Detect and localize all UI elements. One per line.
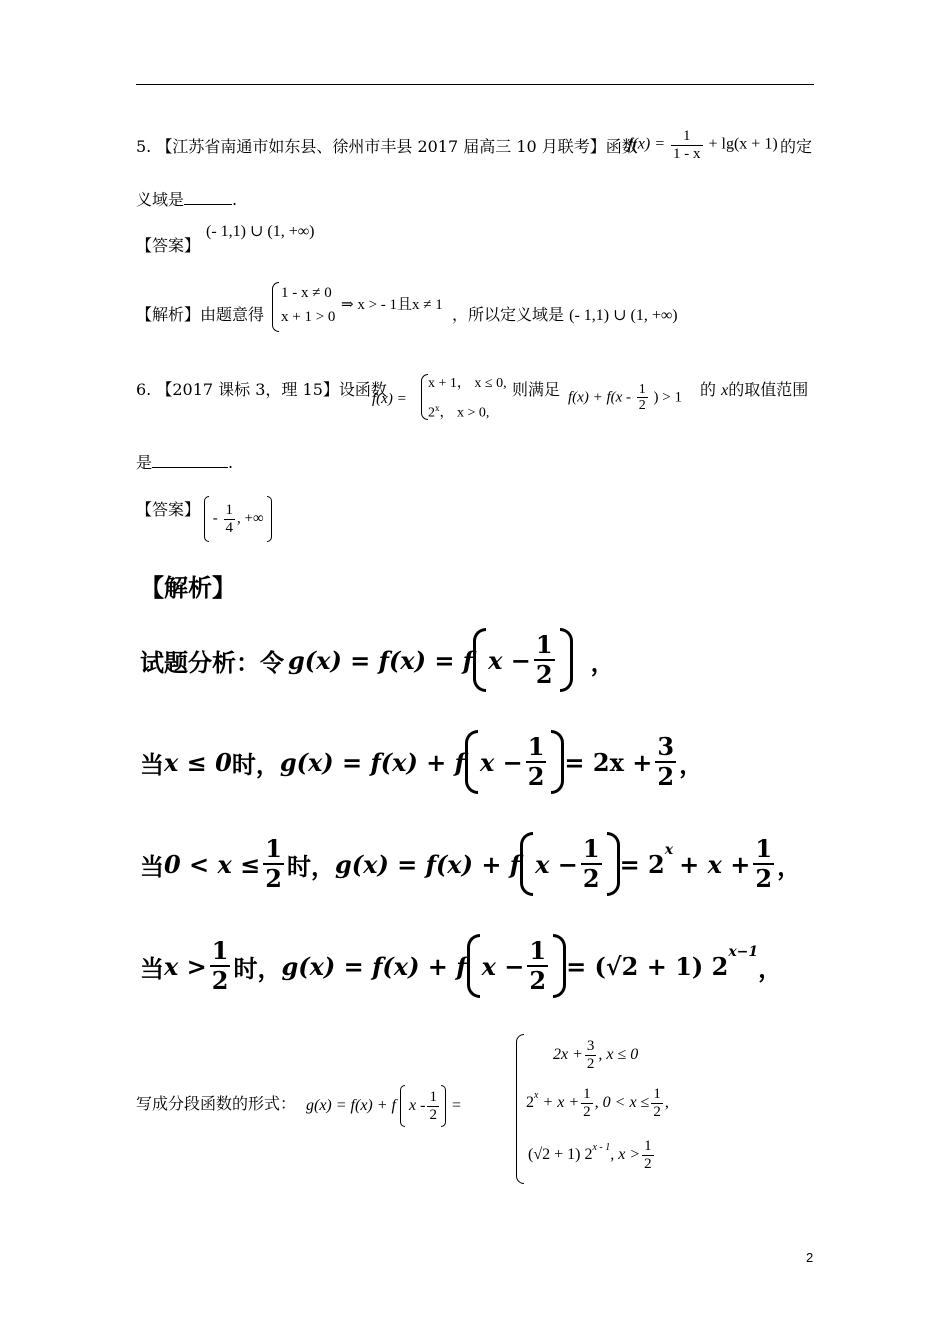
piece-row1: [553, 1038, 638, 1072]
solution-line1: [140, 628, 615, 692]
q6-source: 【2017 课标 3，理 15】: [156, 380, 339, 399]
piece-row3: [528, 1138, 656, 1172]
q6-case2-exp: x: [435, 403, 440, 413]
sol-line4-pre: 当: [140, 954, 164, 983]
sol-line3-rparen: [607, 832, 620, 896]
q6-answer-frac: [224, 502, 236, 536]
q5-frac-num: 1: [671, 128, 703, 146]
q6-number: 6.: [136, 380, 152, 399]
sol-line1-den: 2: [535, 660, 553, 689]
q6-answer-post: , +∞: [237, 510, 264, 527]
piece-inner: x -: [409, 1097, 426, 1114]
piece1-b: , x ≤ 0: [598, 1046, 639, 1063]
sol-line3-rhs-base: = 2: [619, 849, 665, 879]
page-number: 2: [806, 1250, 814, 1265]
sol-line4-rhs: = (√2 + 1) 2: [566, 951, 729, 981]
sol-line4-lparen: [467, 934, 480, 998]
q5-conclusion-val: (- 1,1) ∪ (1, +∞): [569, 307, 678, 324]
sol-line2-pre: 当: [140, 750, 164, 779]
q6-answer-pre: -: [212, 510, 218, 527]
piece-eq: =: [451, 1097, 461, 1114]
q6-ineq-den: 2: [638, 398, 646, 414]
q6-answer: [204, 496, 272, 542]
piece3-a: (√2 + 1) 2: [528, 1146, 593, 1163]
sol-line3-rhs-frac: [753, 835, 774, 892]
sol-line3-cond: 0 < x ≤: [164, 849, 261, 879]
sol-line1-text: 试题分析：令: [140, 648, 284, 677]
sol-line3-half-num: 1: [582, 834, 600, 864]
sol-line2-end: ，: [679, 750, 704, 779]
sol-line2-math: g(x) = f(x) + f: [279, 747, 465, 777]
piece1-num: 3: [586, 1038, 595, 1054]
piece2-num-a: 1: [583, 1086, 591, 1102]
sol-line1-rparen: [560, 628, 573, 692]
q6-answer-lparen: [204, 496, 209, 542]
sol-line1-end: ，: [590, 648, 615, 677]
q5-fraction: [671, 128, 703, 162]
q6-case2-base: 2: [428, 405, 435, 421]
q6-answer-label: 【答案】: [136, 500, 201, 519]
piece-lhs: g(x) = f(x) + f: [306, 1097, 396, 1114]
sol-line1-num: 1: [535, 630, 553, 660]
sol-line3-inner: x −: [535, 849, 578, 879]
q6-text-tail: [700, 380, 808, 401]
sol-line3-rhs-exp: x: [664, 842, 674, 858]
sol-line4-end: ，: [758, 954, 783, 983]
sol-line4-when: 时，: [233, 954, 282, 983]
q6-ineq-a: f(x) + f(x -: [568, 389, 632, 406]
sol-line3-cond-num: 1: [265, 834, 282, 864]
piece2-frac-a: [581, 1086, 593, 1120]
solution-line2: [140, 730, 703, 794]
solution-line3: [140, 832, 801, 896]
piece-row2: [526, 1086, 669, 1120]
header-rule: [136, 84, 814, 85]
q5-answer: (- 1,1) ∪ (1, +∞): [206, 223, 315, 240]
q5-line2: [136, 190, 237, 210]
sol-line2-rhs: = 2x +: [564, 747, 653, 777]
sol-line2-inner: x −: [479, 747, 523, 777]
piece3-den: 2: [644, 1155, 652, 1172]
sol-line4-inner: x −: [481, 951, 525, 981]
q6-case2-tail: ， x > 0,: [439, 405, 490, 421]
piece3-num: 1: [644, 1138, 652, 1154]
sol-line4-half-num: 1: [529, 936, 547, 966]
piece1-a: 2x +: [553, 1046, 583, 1063]
q6-answer-blank: [152, 467, 228, 468]
q6-ineq-num: 1: [638, 382, 646, 397]
piece-lhs-den: 2: [429, 1106, 437, 1123]
sol-line1-frac: [534, 631, 555, 688]
q5-function: [628, 128, 778, 162]
q5-func-lhs: f(x) =: [628, 135, 665, 153]
piece3-exp: x - 1: [592, 1142, 611, 1153]
sol-line4-cond-frac: [210, 937, 231, 994]
sol-line3-lparen: [520, 832, 533, 896]
q5-text-a: 函数: [605, 137, 638, 156]
sol-line4-cond-den: 2: [211, 966, 229, 995]
q5-sys-line2: x + 1 > 0: [281, 309, 336, 325]
sol-line3-end: ，: [777, 852, 802, 881]
piece1-den: 2: [586, 1055, 595, 1072]
sol-line2-frac: [526, 733, 547, 790]
q5-func-tail: + lg(x + 1): [708, 135, 778, 153]
sol-line2-rhs-frac: [655, 733, 676, 790]
sol-line3-when: 时，: [287, 852, 335, 881]
sol-line2-when: 时，: [231, 750, 280, 779]
q6-answer-rparen: [267, 496, 272, 542]
piece-lhs-num: 1: [429, 1089, 437, 1105]
sol-line3-math: g(x) = f(x) + f: [335, 849, 521, 879]
solution-line4: [140, 934, 782, 998]
q5-sys-line1: 1 - x ≠ 0: [281, 285, 332, 301]
q6-line2: [136, 453, 233, 473]
piece-rparen: [441, 1085, 446, 1127]
q6-func-lhs: f(x) =: [372, 391, 407, 407]
q5-conclusion-text: ，所以定义域是: [452, 305, 565, 324]
piece2-den-a: 2: [583, 1103, 591, 1120]
piece2-base: 2: [526, 1094, 534, 1111]
piece-label: 写成分段函数的形式：: [136, 1094, 297, 1113]
sol-line3-cond-frac: [263, 835, 284, 892]
q6-case2: [428, 398, 489, 424]
q6-text-b: 则满足: [512, 380, 561, 399]
q6-ineq-frac: [637, 382, 648, 414]
sol-line4-rparen: [553, 934, 566, 998]
sol-line4-half-den: 2: [529, 966, 547, 995]
sol-line4-frac: [527, 937, 548, 994]
sol-line2-rparen: [551, 730, 564, 794]
q5-answer-blank: [184, 204, 232, 205]
sol-line4-cond-num: 1: [211, 936, 229, 966]
sol-line3-rhs-tail: + x +: [679, 849, 751, 879]
q6-ineq-b: ) > 1: [653, 389, 682, 406]
sol-line2-half-den: 2: [527, 762, 545, 791]
q5-number: 5.: [136, 137, 152, 156]
q6-text-e: 是: [136, 453, 153, 472]
sol-line3-frac: [581, 835, 602, 892]
q6-answer-den: 4: [225, 519, 233, 536]
q6-period: .: [228, 453, 234, 472]
sol-line1-inner: x −: [488, 645, 531, 675]
piece-brace: [516, 1034, 524, 1184]
sol-line2-num: 3: [657, 732, 675, 762]
piece2-frac-b: [651, 1086, 663, 1120]
q5-period: .: [232, 190, 238, 209]
piece2-den-b: 2: [653, 1103, 661, 1120]
q5-conclusion: [452, 305, 678, 326]
sol-line3-cond-den: 2: [265, 864, 282, 893]
sol-line1-lparen: [473, 628, 486, 692]
piece-end: ,: [664, 1094, 669, 1111]
sol-line4-cond: x >: [164, 951, 207, 981]
q6-text-c: 的: [700, 380, 717, 399]
sol-line3-half-den: 2: [582, 864, 600, 893]
sol-line2-half-num: 1: [527, 732, 545, 762]
q5-answer-label: 【答案】: [136, 236, 201, 255]
sol-line2-den: 2: [657, 762, 675, 791]
piece1-frac: [585, 1038, 597, 1072]
piece-lhs-group: [306, 1084, 461, 1128]
q6-answer-num: 1: [225, 502, 233, 518]
piece2-a: + x +: [542, 1094, 580, 1111]
piece2-num-b: 1: [653, 1086, 661, 1102]
sol-line1-math: g(x) = f(x) = f: [288, 645, 474, 675]
q5-analysis-text: 由题意得: [200, 305, 265, 324]
sol-line3-rhs-den: 2: [755, 864, 773, 893]
q6-text-a: 设函数: [338, 380, 387, 399]
q5-analysis-label-text: 【解析】: [136, 305, 201, 324]
q5-analysis-label: [136, 305, 264, 325]
q5-line1: [136, 137, 638, 157]
q6-inequality: [568, 382, 682, 414]
q5-frac-den: 1 - x: [673, 145, 701, 162]
q5-source: 【江苏省南通市如东县、徐州市丰县 2017 届高三 10 月联考】: [156, 137, 606, 156]
piece2-b: , 0 < x ≤: [594, 1094, 650, 1111]
q6-text-d: 的取值范围: [728, 380, 809, 399]
piece2-exp: x: [534, 1090, 539, 1101]
solution-heading: 【解析】: [140, 574, 236, 602]
piece3-b: , x >: [610, 1146, 641, 1163]
sol-line3-rhs-num: 1: [755, 834, 773, 864]
q5-system-brace: [272, 282, 279, 332]
q5-implies: ⇒ x > - 1且x ≠ 1: [341, 297, 443, 313]
q5-text-c: 义域是: [136, 190, 185, 209]
piece3-frac: [642, 1138, 654, 1172]
sol-line2-cond: x ≤ 0: [164, 747, 232, 777]
sol-line3-pre: 当: [140, 852, 164, 881]
piece-lparen: [400, 1085, 405, 1127]
q6-var: x: [721, 382, 729, 399]
sol-line2-lparen: [465, 730, 478, 794]
sol-line4-math: g(x) = f(x) + f: [281, 951, 467, 981]
q6-line1: [136, 380, 387, 400]
q6-brace: [421, 374, 428, 420]
sol-line4-exp: x−1: [728, 944, 759, 960]
q5-text-b: 的定: [780, 137, 813, 156]
q6-case1: x + 1， x ≤ 0,: [428, 376, 507, 391]
piece-lhs-frac: [427, 1089, 439, 1123]
